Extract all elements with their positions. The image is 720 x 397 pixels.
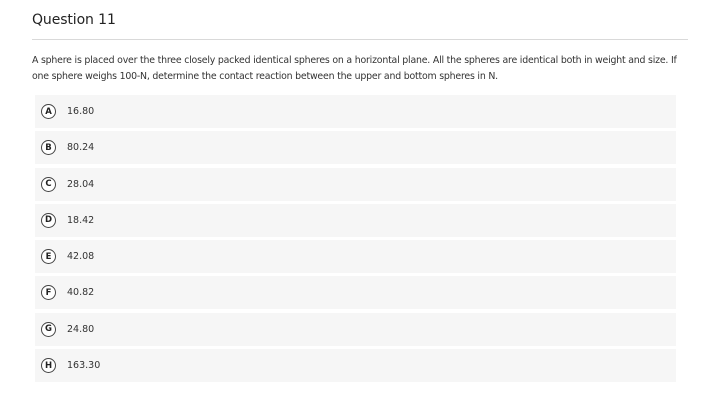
- option-c[interactable]: [35, 168, 676, 201]
- option-value: 28.04: [67, 178, 95, 190]
- option-b[interactable]: [35, 131, 676, 164]
- option-letter: G: [41, 322, 56, 337]
- option-h[interactable]: [35, 349, 676, 382]
- title-divider: [32, 39, 688, 40]
- option-letter: E: [41, 249, 56, 264]
- option-f[interactable]: [35, 276, 676, 309]
- option-letter: F: [41, 285, 56, 300]
- option-value: 18.42: [67, 214, 95, 226]
- option-letter: A: [41, 104, 56, 119]
- option-value: 40.82: [67, 287, 95, 299]
- option-value: 24.80: [67, 323, 95, 335]
- option-value: 42.08: [67, 251, 95, 263]
- option-letter: C: [41, 177, 56, 192]
- option-d[interactable]: [35, 204, 676, 237]
- question-text: A sphere is placed over the three closely packed identical spheres on a horizontal plane. All the spheres are identical both in weight and size. If one sphere weighs 100-N, determine the contact reaction between the upper and bottom spheres in N.: [32, 55, 677, 82]
- option-e[interactable]: [35, 240, 676, 273]
- option-value: 80.24: [67, 142, 95, 154]
- option-letter: B: [41, 140, 56, 155]
- option-g[interactable]: [35, 313, 676, 346]
- option-value: 16.80: [67, 106, 95, 117]
- option-a[interactable]: [35, 95, 676, 128]
- option-letter: H: [41, 358, 56, 373]
- option-letter: D: [41, 213, 56, 228]
- answer-options: [35, 95, 676, 385]
- question-title: Question 11: [32, 12, 116, 28]
- option-value: 163.30: [67, 360, 101, 372]
